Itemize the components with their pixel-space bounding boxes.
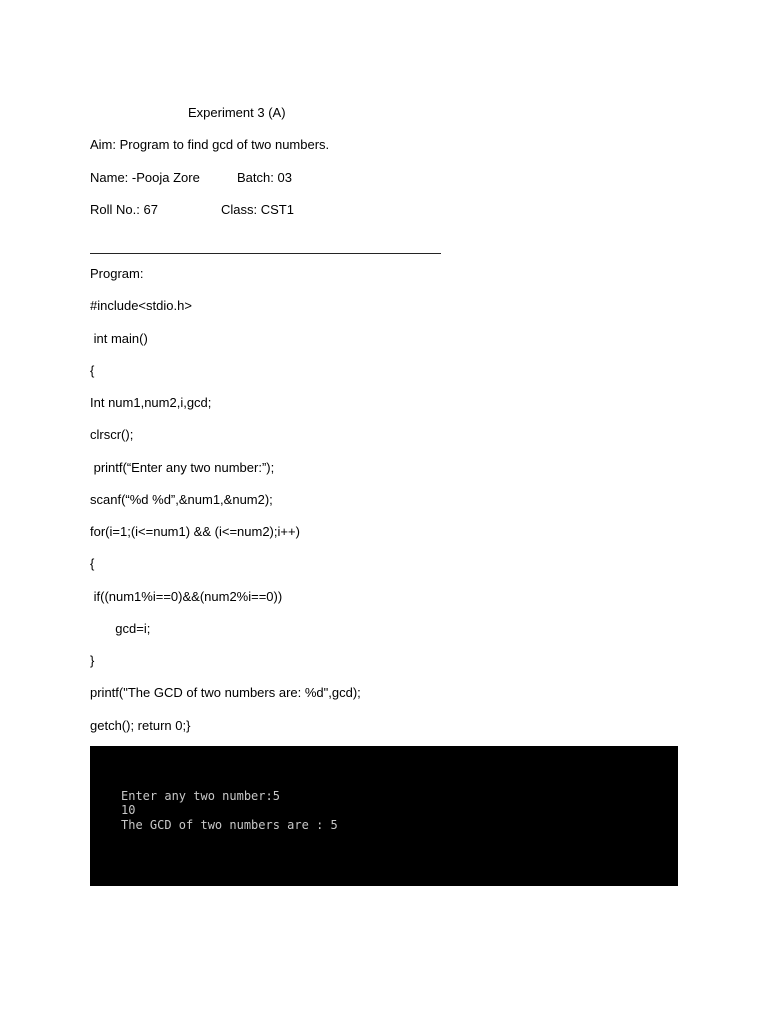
code-line: for(i=1;(i<=num1) && (i<=num2);i++): [90, 524, 300, 539]
class-field: Class: CST1: [221, 202, 294, 217]
code-line: gcd=i;: [90, 621, 151, 636]
program-heading: Program:: [90, 266, 144, 281]
batch-field: Batch: 03: [237, 170, 292, 185]
code-line: scanf(“%d %d”,&num1,&num2);: [90, 492, 273, 507]
code-line: {: [90, 556, 95, 571]
code-line: int main(): [90, 331, 148, 346]
document-title: Experiment 3 (A): [188, 105, 286, 120]
code-line: getch(); return 0;}: [90, 718, 191, 733]
code-line: printf(“Enter any two number:”);: [90, 460, 275, 475]
name-field: Name: -Pooja Zore: [90, 170, 200, 185]
terminal-line: The GCD of two numbers are : 5: [121, 818, 338, 832]
terminal-output-screenshot: [90, 746, 678, 886]
separator-line: ———————————————————————————: [90, 245, 441, 260]
code-line: printf("The GCD of two numbers are: %d",gcd);: [90, 685, 361, 700]
aim-line: Aim: Program to find gcd of two numbers.: [90, 137, 330, 152]
code-line: #include<stdio.h>: [90, 298, 192, 313]
code-line: {: [90, 363, 95, 378]
code-line: if((num1%i==0)&&(num2%i==0)): [90, 589, 283, 604]
roll-number-field: Roll No.: 67: [90, 202, 158, 217]
code-line: }: [90, 653, 95, 668]
code-line: clrscr();: [90, 427, 134, 442]
terminal-line: 10: [121, 803, 136, 817]
terminal-line: Enter any two number:5: [121, 789, 280, 803]
code-line: Int num1,num2,i,gcd;: [90, 395, 212, 410]
